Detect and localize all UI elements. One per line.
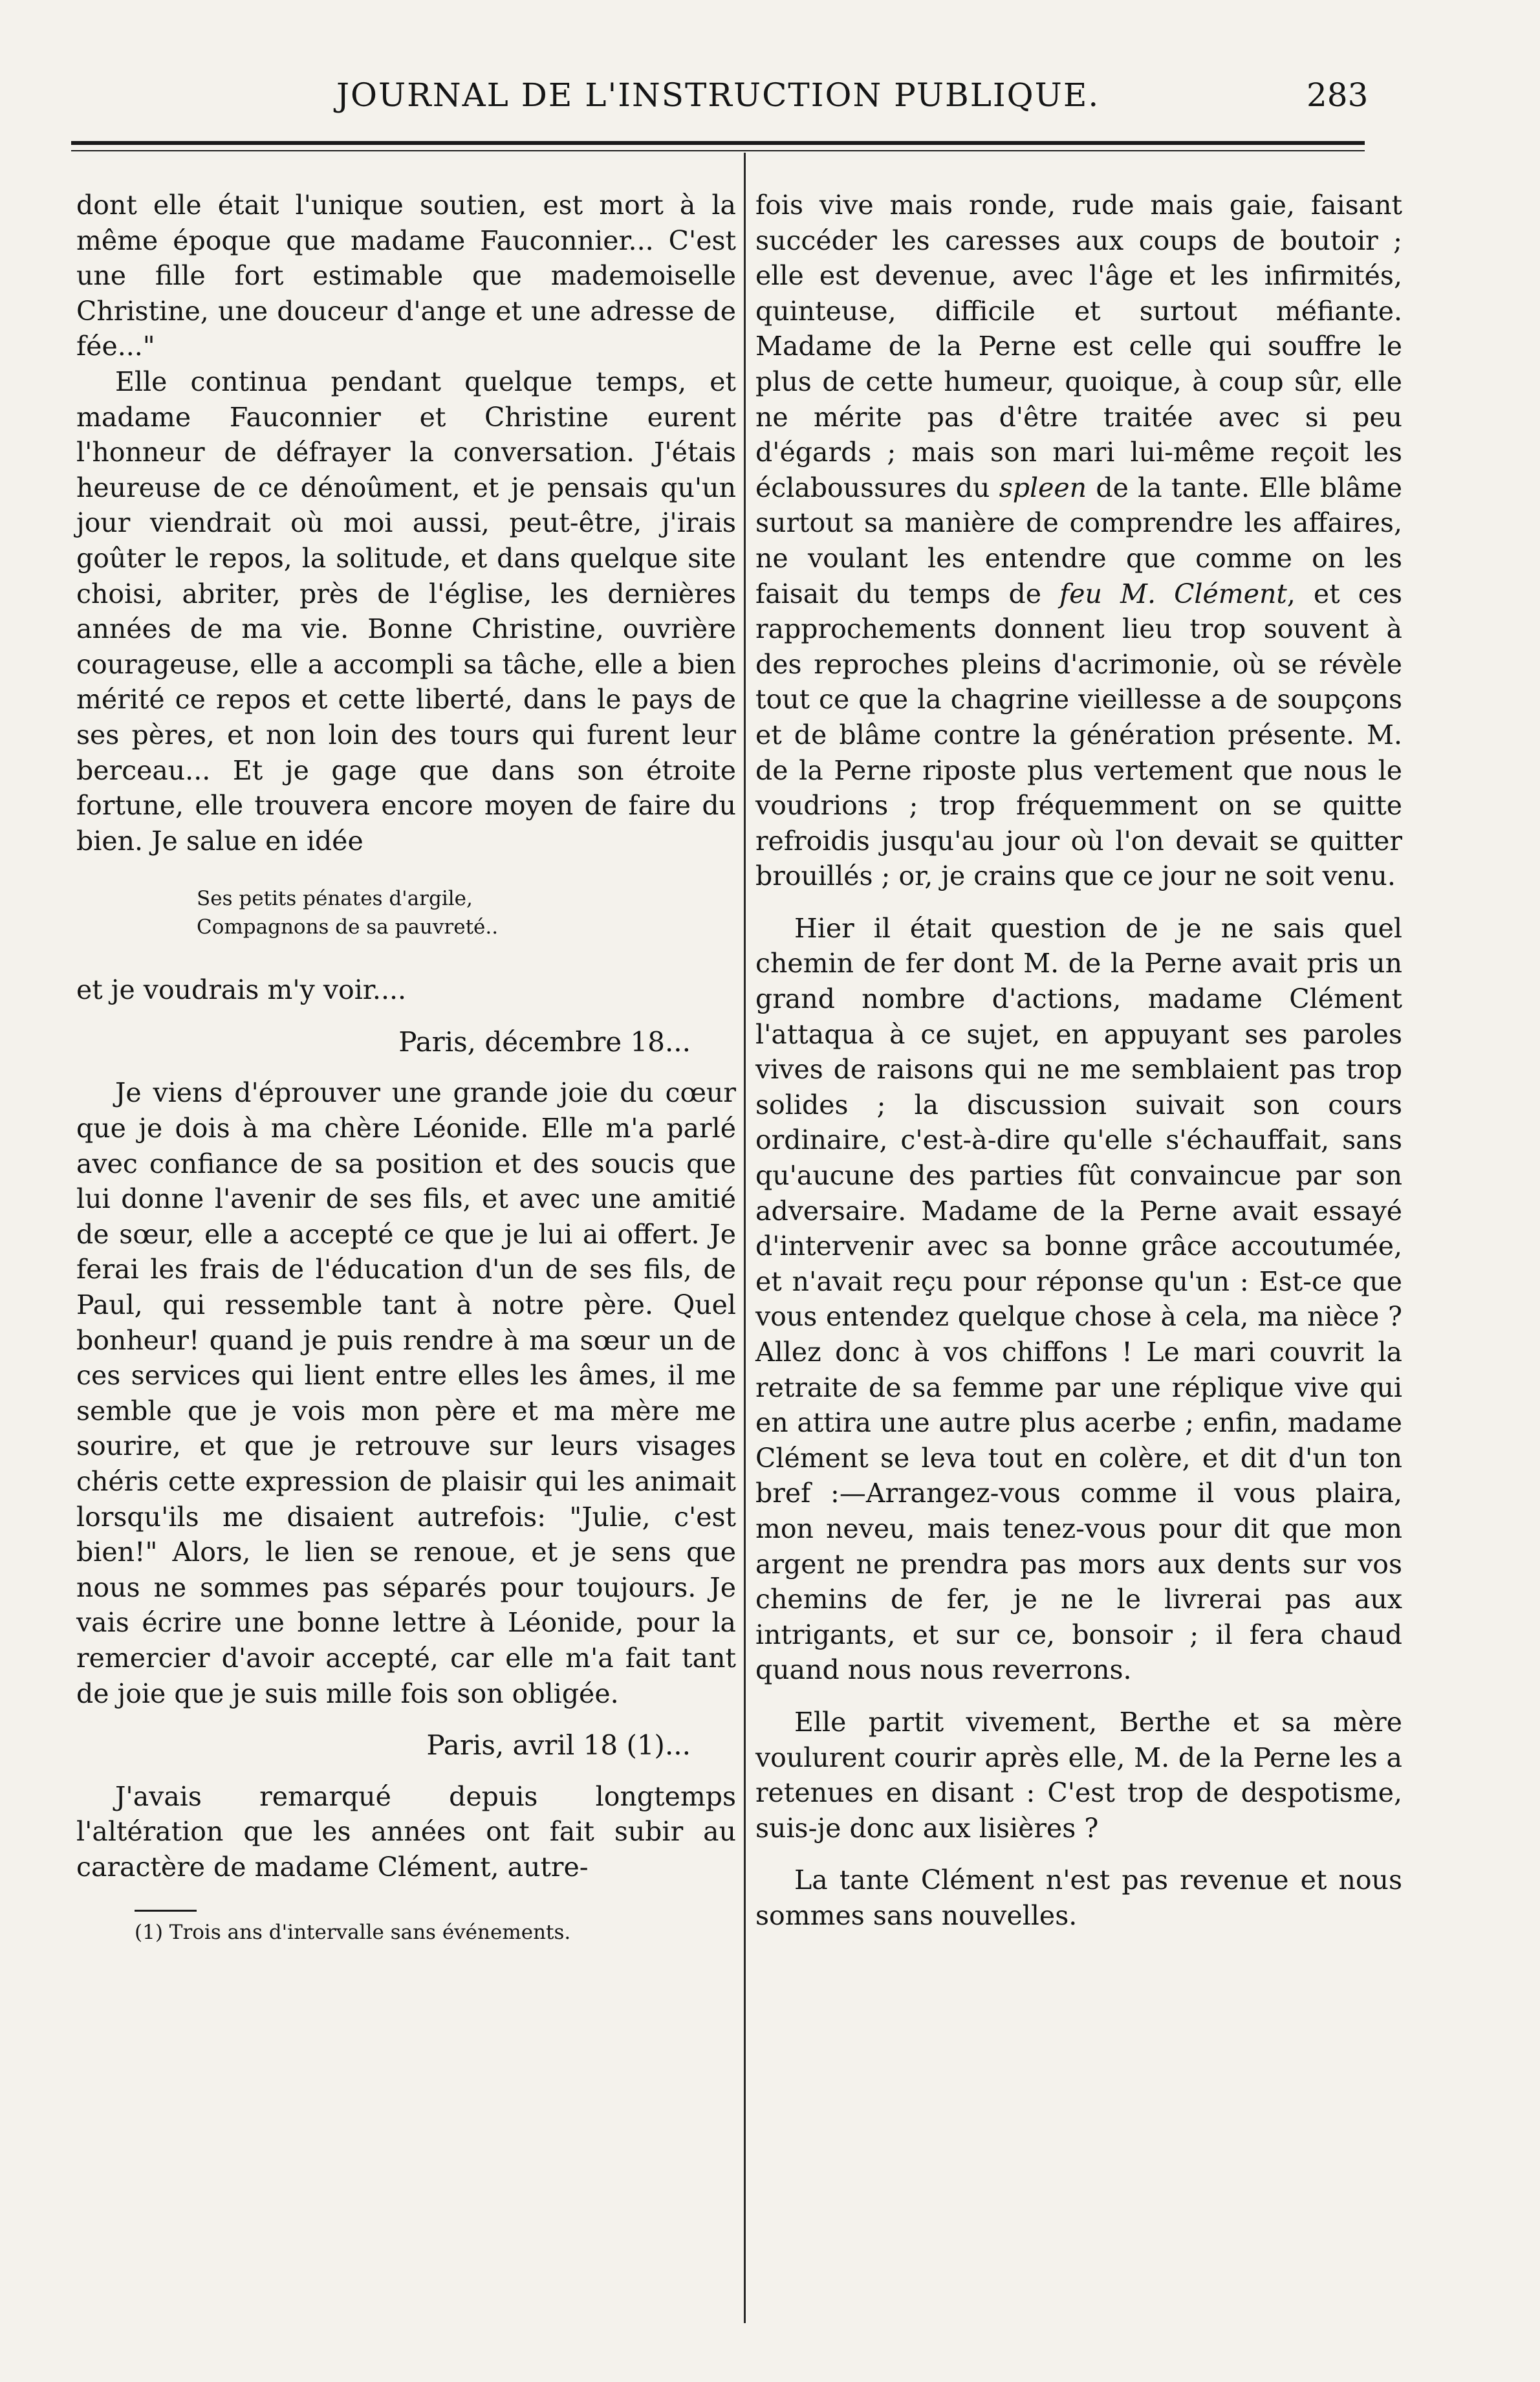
text-run: de la tante. Elle blâme surtout sa manière de comprendre les affaires, ne voulant les entendre que comme on les faisait du temps de — [755, 472, 1402, 609]
paragraph: dont elle était l'unique soutien, est mort à la même époque que madame Fauconnier... C'est une fille fort estimable que mademoiselle Christine, une douceur d'ange et une adresse de fée..." — [76, 190, 736, 362]
text-run: , et ces rapprochements donnent lieu trop souvent à des reproches pleins d'acrimonie, où se révèle tout ce que la chagrine vieillesse a de soupçons et de blâme contre la génération présente. M. de la Perne riposte plus vertement que nous le voudrions ; trop fréquemment on se quitte refroidis jusqu'au jour où l'on devait se quitter brouillés ; or, je crains que ce jour ne soit venu. — [755, 578, 1402, 892]
text-run: fois vive mais ronde, rude mais gaie, faisant succéder les caresses aux coups de boutoir ; elle est devenue, avec l'âge et les infirmités, quinteuse, difficile et surtout méfiante. Madame de la Perne est celle qui souffre le plus de cette humeur, quoique, à coup sûr, elle ne mérite pas d'être traitée avec si peu d'égards ; mais son mari lui-même reçoit les éclaboussures du — [755, 190, 1402, 503]
paragraph: Je viens d'éprouver une grande joie du cœur que je dois à ma chère Léonide. Elle m'a parlé avec confiance de sa position et des soucis que lui donne l'avenir de ses fils, et avec une amitié de sœur, elle a accepté ce que je lui ai offert. Je ferai les frais de l'éducation d'un de ses fils, de Paul, qui ressemble tant à notre père. Quel bonheur! quand je puis rendre à ma sœur un de ces services qui lient entre elles les âmes, il me semble que je vois mon père et ma mère me sourire, et que je retrouve sur leurs visages chéris cette expression de plaisir qui les animait lorsqu'ils me disaient autrefois: "Julie, c'est bien!" Alors, le lien se renoue, et je sens que nous ne sommes pas séparés pour toujours. Je vais écrire une bonne lettre à Léonide, pour la remercier d'avoir accepté, car elle m'a fait tant de joie que je suis mille fois son obligée. — [76, 1077, 736, 1709]
paragraph: Elle continua pendant quelque temps, et madame Fauconnier et Christine eurent l'honneur de défrayer la conversation. J'étais heureuse de ce dénoûment, et je pensais qu'un jour viendrait où moi aussi, peut-être, j'irais goûter le repos, la solitude, et dans quelque site choisi, abriter, près de l'église, les dernières années de ma vie. Bonne Christine, ouvrière courageuse, elle a accompli sa tâche, elle a bien mérité ce repos et cette liberté, dans le pays de ses pères, et non loin des tours qui furent leur berceau... Et je gage que dans son étroite fortune, elle trouvera encore moyen de faire du bien. Je salue en idée — [76, 366, 736, 857]
paragraph — [755, 188, 1402, 894]
verse-line: Ses petits pénates d'argile, — [197, 887, 473, 911]
verse-line: Compagnons de sa pauvreté.. — [197, 915, 499, 939]
page-number: 283 — [1307, 76, 1369, 114]
header-rule-thin — [71, 150, 1365, 151]
dateline: Paris, décembre 18... — [398, 1025, 691, 1058]
italic-text: spleen — [999, 472, 1087, 503]
footnote-rule — [135, 1910, 197, 1912]
paragraph: La tante Clément n'est pas revenue et nous sommes sans nouvelles. — [755, 1864, 1402, 1931]
header-rule-thick — [71, 141, 1365, 145]
footnote: (1) Trois ans d'intervalle sans événements. — [135, 1920, 571, 1944]
right-column — [755, 188, 1402, 1934]
verse-quote — [197, 884, 736, 941]
running-title: JOURNAL DE L'INSTRUCTION PUBLIQUE. — [336, 76, 1100, 114]
paragraph: Hier il était question de je ne sais quel chemin de fer dont M. de la Perne avait pris un grand nombre d'actions, madame Clément l'attaqua à ce sujet, en appuyant ses paroles vives de raisons qui ne me semblaient pas trop solides ; la discussion suivait son cours ordinaire, c'est-à-dire qu'elle s'échauffait, sans qu'aucune des parties fût convaincue par son adversaire. Madame de la Perne avait essayé d'intervenir avec sa bonne grâce accoutumée, et n'avait reçu pour réponse qu'un : Est-ce que vous entendez quelque chose à cela, ma nièce ? Allez donc à vos chiffons ! Le mari couvrit la retraite de sa femme par une réplique vive qui en attira une autre plus acerbe ; enfin, madame Clément se leva tout en colère, et dit d'un ton bref :—Arrangez-vous comme il vous plaira, mon neveu, mais tenez-vous pour dit que mon argent ne prendra pas mors aux dents sur vos chemins de fer, je ne le livrerai pas aux intrigants, et sur ce, bonsoir ; il fera chaud quand nous nous reverrons. — [755, 912, 1402, 1686]
column-divider — [744, 153, 746, 2323]
left-column — [76, 188, 736, 1947]
dateline: Paris, avril 18 (1)... — [426, 1729, 691, 1762]
paragraph: et je voudrais m'y voir.... — [76, 974, 407, 1006]
paragraph: Elle partit vivement, Berthe et sa mère voulurent courir après elle, M. de la Perne les a retenues en disant : C'est trop de despotisme, suis-je donc aux lisières ? — [755, 1706, 1402, 1844]
italic-text: feu M. Clément — [1059, 578, 1287, 609]
page-header — [0, 76, 1540, 128]
paragraph: J'avais remarqué depuis longtemps l'altération que les années ont fait subir au caractère de madame Clément, autre- — [76, 1780, 736, 1883]
